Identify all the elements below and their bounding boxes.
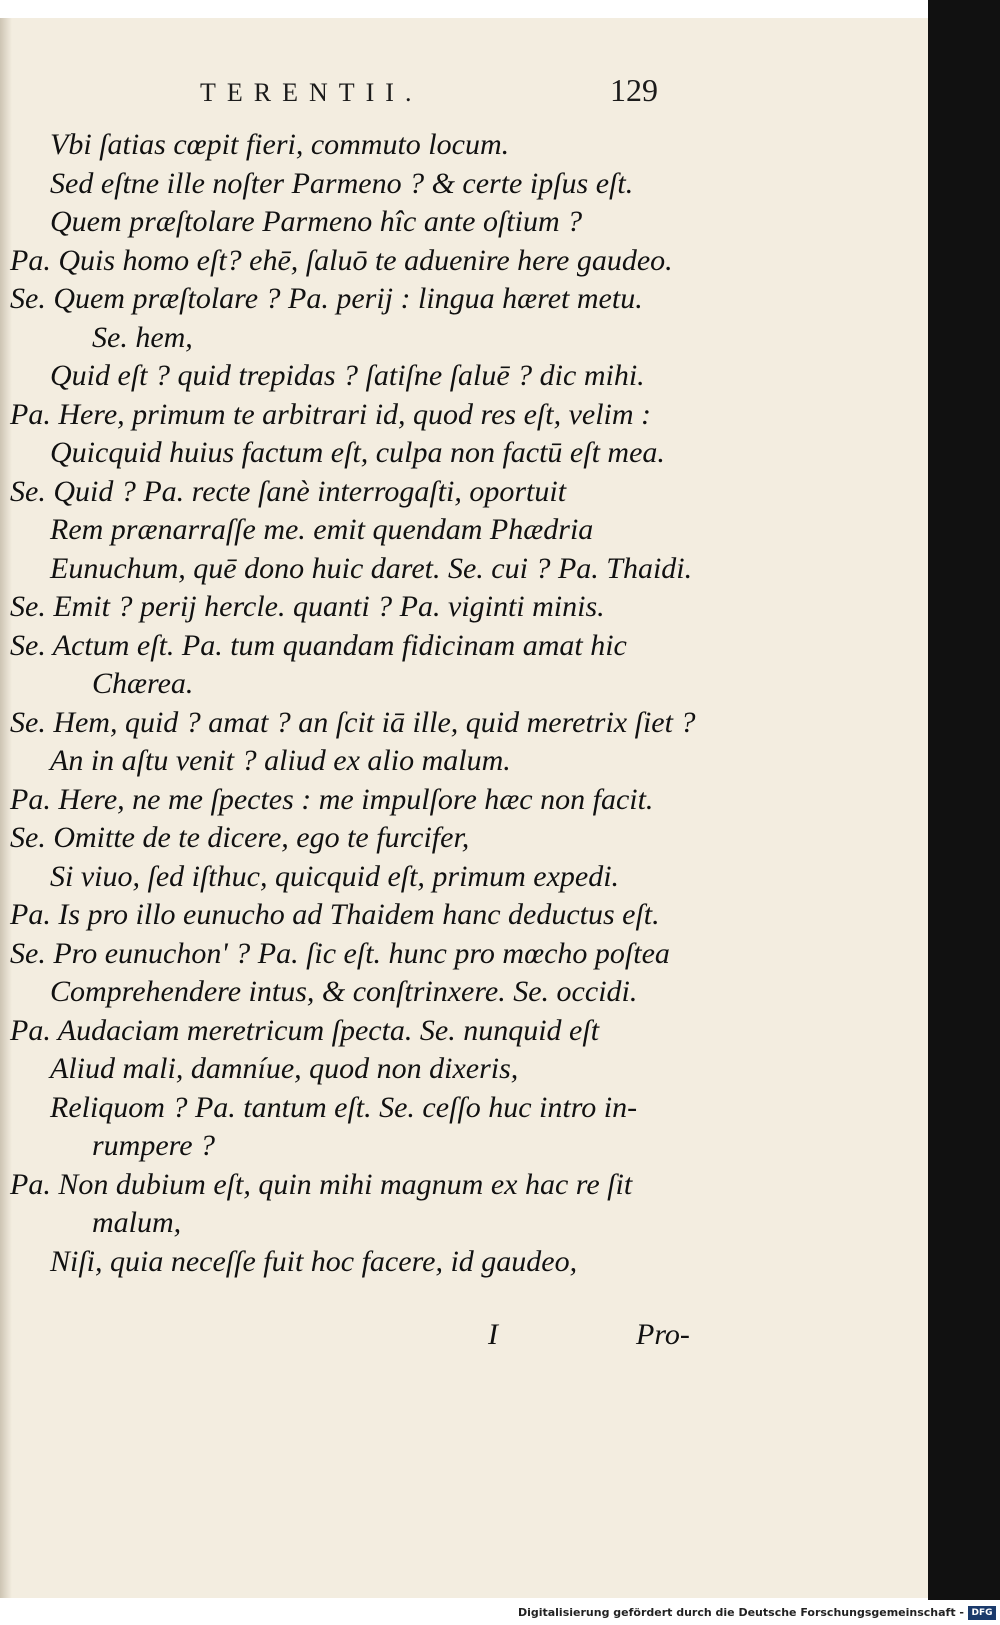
book-page bbox=[0, 18, 929, 1598]
text-line: Quicquid huius factum eſt, culpa non factū eſt mea. bbox=[50, 436, 665, 469]
text-line: Pa. Audaciam meretricum ſpecta. Se. nunquid eſt bbox=[10, 1013, 600, 1047]
text-line: An in aſtu venit ? aliud ex alio malum. bbox=[50, 744, 511, 777]
dfg-logo: DFG bbox=[968, 1606, 996, 1620]
text-line: Chærea. bbox=[92, 667, 194, 700]
text-line: Vbi ſatias cœpit fieri, commuto locum. bbox=[50, 128, 510, 161]
text-line: malum, bbox=[92, 1206, 182, 1239]
text-line: Reliquom ? Pa. tantum eſt. Se. ceſſo huc intro in- bbox=[50, 1090, 638, 1124]
footer-bar bbox=[0, 1604, 1000, 1625]
text-line: Rem prænarraſſe me. emit quendam Phædria bbox=[50, 513, 594, 546]
text-line: Se. Emit ? perij hercle. quanti ? Pa. viginti minis. bbox=[10, 590, 605, 623]
text-line: Niſi, quia neceſſe fuit hoc facere, id gaudeo, bbox=[50, 1244, 578, 1278]
running-title: TERENTII. bbox=[200, 78, 423, 107]
scan-background-mat bbox=[928, 0, 1000, 1600]
text-line: Comprehendere intus, & conſtrinxere. Se. occidi. bbox=[50, 975, 638, 1008]
text-line: Se. Omitte de te dicere, ego te furcifer, bbox=[10, 821, 470, 854]
text-line: Pa. Non dubium eſt, quin mihi magnum ex hac re ſit bbox=[10, 1167, 633, 1201]
text-line: Pa. Here, primum te arbitrari id, quod res eſt, velim : bbox=[10, 397, 652, 431]
text-line: Se. Hem, quid ? amat ? an ſcit iā ille, quid meretrix ſiet ? bbox=[10, 705, 696, 739]
text-line: rumpere ? bbox=[92, 1129, 216, 1162]
text-line: Pa. Here, ne me ſpectes : me impulſore hæc non facit. bbox=[10, 782, 654, 816]
footer-credit: Digitalisierung gefördert durch die Deutsche Forschungsgemeinschaft - bbox=[517, 1606, 964, 1619]
page-header bbox=[190, 58, 710, 118]
catchwords-line bbox=[0, 1318, 900, 1356]
signature-mark: I bbox=[488, 1318, 498, 1351]
text-line: Eunuchum, quē dono huic daret. Se. cui ? Pa. Thaidi. bbox=[50, 551, 693, 585]
text-line: Se. Actum eſt. Pa. tum quandam fidicinam amat hic bbox=[10, 628, 627, 662]
text-line: Si viuo, ſed iſthuc, quicquid eſt, primum expedi. bbox=[50, 859, 620, 893]
text-line: Se. Quid ? Pa. recte ſanè interrogaſti, oportuit bbox=[10, 474, 567, 508]
text-line: Quem præſtolare Parmeno hîc ante oſtium ? bbox=[50, 205, 583, 238]
page-number: 129 bbox=[610, 72, 658, 108]
text-line: Pa. Is pro illo eunucho ad Thaidem hanc deductus eſt. bbox=[10, 898, 660, 931]
text-line: Sed eſtne ille noſter Parmeno ? & certe ipſus eſt. bbox=[50, 166, 634, 200]
text-line: Se. Quem præſtolare ? Pa. perij : lingua hæret metu. bbox=[10, 282, 643, 315]
text-line: Pa. Quis homo eſt? ehē, ſaluō te aduenire here gaudeo. bbox=[10, 243, 673, 277]
catchword: Pro- bbox=[636, 1318, 690, 1351]
text-line: Aliud mali, damníue, quod non dixeris, bbox=[50, 1052, 519, 1085]
text-line: Quid eſt ? quid trepidas ? ſatiſne ſaluē ? dic mihi. bbox=[50, 359, 645, 392]
text-line: Se. hem, bbox=[92, 320, 193, 354]
text-line: Se. Pro eunuchon' ? Pa. ſic eſt. hunc pro mœcho poſtea bbox=[10, 936, 670, 970]
